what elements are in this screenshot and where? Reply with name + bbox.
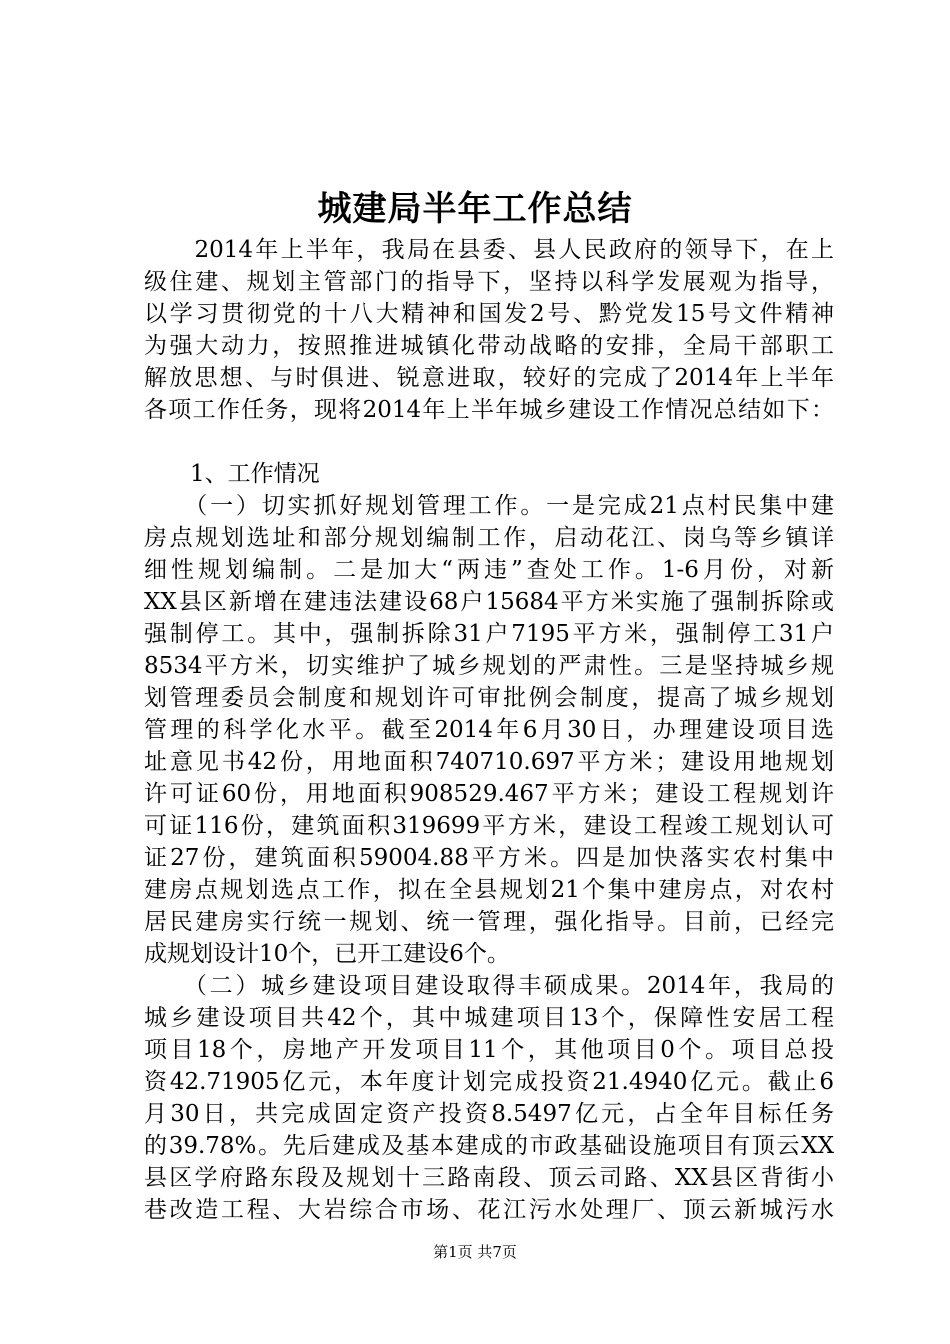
text-line: 许可证60份，用地面积908529.467平方米；建设工程规划许 bbox=[144, 781, 834, 807]
document-body bbox=[144, 234, 834, 1226]
text-line: 8534平方米，切实维护了城乡规划的严肃性。三是坚持城乡规 bbox=[144, 653, 834, 679]
paragraph-gap bbox=[144, 426, 834, 458]
text-line: 建房点规划选点工作，拟在全县规划21个集中建房点，对农村 bbox=[144, 877, 834, 903]
text-line: 月30日，共完成固定资产投资8.5497亿元，占全年目标任务 bbox=[144, 1101, 834, 1127]
text-line: 细性规划编制。二是加大“两违”查处工作。1-6月份，对新 bbox=[144, 557, 834, 583]
text-line: 强制停工。其中，强制拆除31户7195平方米，强制停工31户 bbox=[144, 621, 834, 647]
text-line: 资42.71905亿元，本年度计划完成投资21.4940亿元。截止6 bbox=[144, 1069, 834, 1095]
text-line: 证27份，建筑面积59004.88平方米。四是加快落实农村集中 bbox=[144, 845, 834, 871]
text-line: 居民建房实行统一规划、统一管理，强化指导。目前，已经完 bbox=[144, 909, 834, 935]
section-heading: 1、工作情况 bbox=[144, 461, 320, 487]
page-footer: 第1页 共7页 bbox=[433, 1243, 517, 1261]
text-line: 解放思想、与时俱进、锐意进取，较好的完成了2014年上半年 bbox=[144, 365, 834, 391]
text-line: 以学习贯彻党的十八大精神和国发2号、黔党发15号文件精神 bbox=[144, 301, 834, 327]
text-line: 划管理委员会制度和规划许可审批例会制度，提高了城乡规划 bbox=[144, 685, 834, 711]
text-line: 的39.78%。先后建成及基本建成的市政基础设施项目有顶云XX bbox=[144, 1133, 834, 1159]
text-line: 2014年上半年，我局在县委、县人民政府的领导下，在上 bbox=[144, 237, 834, 263]
text-line: 项目18个，房地产开发项目11个，其他项目0个。项目总投 bbox=[144, 1037, 834, 1063]
text-line: 可证116份，建筑面积319699平方米，建设工程竣工规划认可 bbox=[144, 813, 834, 839]
text-line: XX县区新增在建违法建设68户15684平方米实施了强制拆除或 bbox=[144, 589, 834, 615]
text-line: 县区学府路东段及规划十三路南段、顶云司路、XX县区背街小 bbox=[144, 1165, 834, 1191]
text-line: 成规划设计10个，已开工建设6个。 bbox=[144, 941, 510, 967]
text-line: 城乡建设项目共42个，其中城建项目13个，保障性安居工程 bbox=[144, 1005, 834, 1031]
text-line: 巷改造工程、大岩综合市场、花江污水处理厂、顶云新城污水 bbox=[144, 1197, 834, 1223]
text-line: （一）切实抓好规划管理工作。一是完成21点村民集中建 bbox=[144, 493, 834, 519]
text-line: （二）城乡建设项目建设取得丰硕成果。2014年，我局的 bbox=[144, 973, 834, 999]
document-title: 城建局半年工作总结 bbox=[317, 189, 633, 229]
text-line: 址意见书42份，用地面积740710.697平方米；建设用地规划 bbox=[144, 749, 834, 775]
text-line: 级住建、规划主管部门的指导下，坚持以科学发展观为指导， bbox=[144, 269, 834, 295]
text-line: 为强大动力，按照推进城镇化带动战略的安排，全局干部职工 bbox=[144, 333, 834, 359]
text-line: 管理的科学化水平。截至2014年6月30日，办理建设项目选 bbox=[144, 717, 834, 743]
text-line: 房点规划选址和部分规划编制工作，启动花江、岗乌等乡镇详 bbox=[144, 525, 834, 551]
text-line: 各项工作任务，现将2014年上半年城乡建设工作情况总结如下： bbox=[144, 397, 834, 423]
